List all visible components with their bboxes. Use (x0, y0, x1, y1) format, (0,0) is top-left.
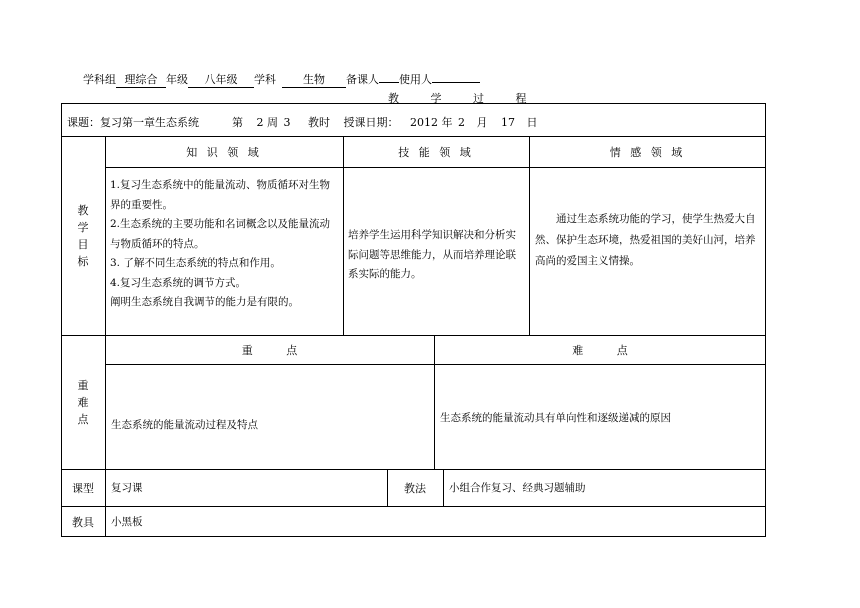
knowledge-item: 阐明生态系统自我调节的能力是有限的。 (110, 296, 299, 308)
grade-value: 八年级 (188, 71, 254, 88)
week-unit: 周 (267, 116, 278, 129)
difficult-point-text: 生态系统的能量流动具有单向性和逐级递减的原因 (440, 412, 671, 424)
knowledge-list (110, 176, 340, 313)
knowledge-item: 3. 了解不同生态系统的特点和作用。 (110, 257, 281, 269)
subject-label: 学科 (254, 73, 276, 86)
col-difficult-header: 难 点 (572, 343, 628, 357)
objectives-row-label: 教 学 目 标 (77, 203, 89, 268)
user-value (432, 82, 480, 83)
date-month-unit: 月 (476, 116, 488, 129)
preparer-value (379, 82, 399, 83)
period-unit: 教时 (308, 116, 330, 129)
week-info (232, 114, 538, 130)
topic-row (67, 114, 199, 130)
group-label: 学科组 (83, 73, 116, 86)
date-month: 2 (458, 116, 465, 129)
method-value: 小组合作复习、经典习题辅助 (449, 482, 586, 494)
process-title: 教 学 过 程 (388, 92, 541, 105)
method-label: 教法 (404, 481, 426, 495)
keypoints-row-label: 重 难 点 (77, 378, 89, 426)
tools-value: 小黑板 (111, 516, 143, 528)
week-number: 2 (256, 116, 264, 129)
preparer-label: 备课人 (346, 73, 379, 86)
skill-text: 培养学生运用科学知识解决和分析实际问题等思维能力，从而培养理论联系实际的能力。 (348, 229, 516, 280)
period-number: 3 (283, 116, 291, 129)
emotion-text: 通过生态系统功能的学习，使学生热爱大自然、保护生态环境，热爱祖国的美好山河，培养高尚的爱国主义情操。 (535, 213, 756, 267)
grade-label: 年级 (166, 73, 188, 86)
date-day-unit: 日 (526, 116, 538, 129)
week-label: 第 (232, 116, 243, 129)
date-year: 2012 (410, 116, 438, 129)
knowledge-item: 1.复习生态系统中的能量流动、物质循环对生物界的重要性。 (110, 179, 331, 211)
group-value: 理综合 (116, 71, 166, 88)
date-label: 授课日期： (343, 116, 399, 129)
user-label: 使用人 (399, 73, 432, 86)
col-key-header: 重 点 (241, 343, 298, 357)
col-skill-header: 技 能 领 域 (398, 145, 474, 159)
knowledge-item: 4.复习生态系统的调节方式。 (110, 276, 247, 289)
knowledge-item: 2.生态系统的主要功能和名词概念以及能量流动与物质循环的特点。 (110, 218, 331, 250)
date-day: 17 (501, 116, 515, 129)
col-emotion-header: 情 感 领 域 (609, 145, 686, 159)
header-line (83, 71, 480, 88)
lesson-type-label: 课型 (72, 481, 94, 495)
subject-value: 生物 (282, 71, 346, 88)
key-point-text: 生态系统的能量流动过程及特点 (111, 419, 258, 431)
tools-label: 教具 (72, 515, 94, 529)
col-knowledge-header: 知 识 领 域 (186, 145, 262, 159)
topic: 课题：复习第一章生态系统 (67, 116, 199, 129)
date-year-unit: 年 (441, 116, 453, 129)
lesson-type-value: 复习课 (111, 482, 143, 494)
